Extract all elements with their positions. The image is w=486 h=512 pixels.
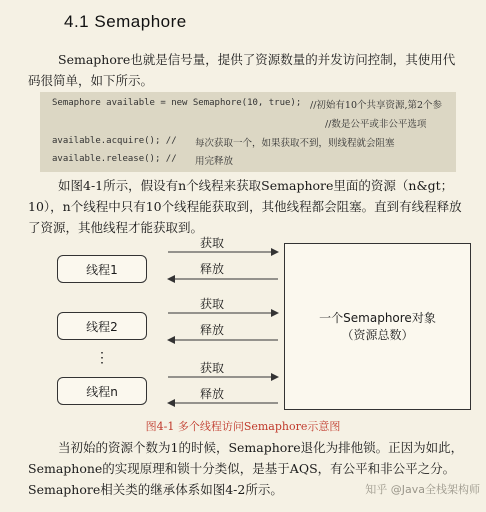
closing-paragraph: 当初始的资源个数为1的时候，Semaphore退化为排他锁。正因为如此，Semaphone的实现原理和锁十分类似，是基于AQS，有公平和非公平之分。Semaphore相关类的继承体系如图4-2所示。 [28, 440, 464, 497]
release-label-2: 释放 [200, 323, 225, 337]
code-line-1: Semaphore available = new Semaphore(10, true); [52, 98, 302, 108]
watermark: 知乎 @Java全栈架构师 [365, 483, 480, 496]
semaphore-label: 一个Semaphore对象 [319, 310, 436, 325]
code-comment-1b: //数是公平或非公平选项 [325, 119, 427, 130]
figure-caption: 图4-1 多个线程访问Semaphore示意图 [145, 420, 341, 433]
code-line-3: available.release(); // [52, 154, 177, 164]
acquire-label-3: 获取 [200, 361, 225, 375]
intro-paragraph: Semaphore也就是信号量，提供了资源数量的并发访问控制，其使用代码很简单，如下所示。 [28, 52, 456, 88]
section-heading: 4.1 Semaphore [64, 12, 187, 31]
semaphore-diagram [0, 236, 486, 416]
acquire-label-1: 获取 [200, 236, 225, 250]
resource-total-label: （资源总数） [341, 327, 414, 342]
code-comment-1: //初始有10个共享资源,第2个参 [310, 100, 443, 111]
code-comment-3: 用完释放 [195, 156, 234, 167]
code-line-2: available.acquire(); // [52, 136, 177, 146]
ellipsis-dots: ⋮ [95, 350, 109, 366]
thread-box-1: 线程1 [57, 255, 147, 283]
acquire-label-2: 获取 [200, 297, 225, 311]
thread-box-n: 线程n [57, 377, 147, 405]
code-block [40, 92, 456, 172]
release-label-3: 释放 [200, 387, 225, 401]
semaphore-object-box [284, 243, 471, 410]
release-label-1: 释放 [200, 262, 225, 276]
explanation-paragraph: 如图4-1所示，假设有n个线程来获取Semaphore里面的资源（n&gt；10），n个线程中只有10个线程能获取到，其他线程都会阻塞。直到有线程释放了资源，其他线程才能获取到。 [28, 178, 462, 235]
thread-box-2: 线程2 [57, 312, 147, 340]
code-comment-2: 每次获取一个，如果获取不到，则线程就会阻塞 [195, 138, 395, 149]
